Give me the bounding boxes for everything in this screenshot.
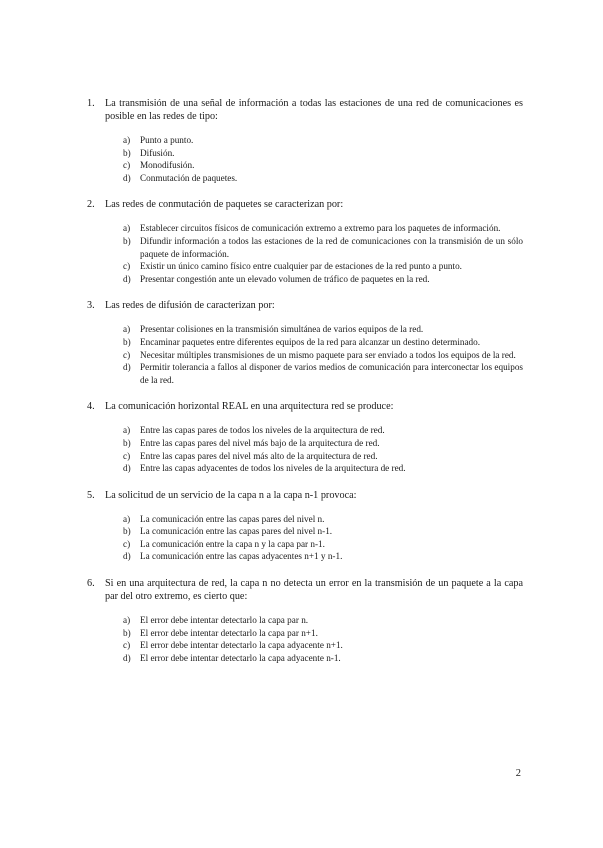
option-label: a) bbox=[123, 324, 131, 335]
option-text: Necesitar múltiples transmisiones de un mismo paquete para ser enviado a todos los equipos de la red. bbox=[140, 349, 516, 360]
option bbox=[123, 462, 523, 475]
option bbox=[123, 639, 523, 652]
option bbox=[123, 336, 523, 349]
question-text: Las redes de difusión de caracterizan por: bbox=[105, 300, 275, 312]
option-label: b) bbox=[123, 437, 131, 448]
option bbox=[123, 614, 523, 627]
question-text: Las redes de conmutación de paquetes se caracterizan por: bbox=[105, 199, 344, 211]
option-label: b) bbox=[123, 147, 131, 158]
option-text: El error debe intentar detectarlo la capa adyacente n+1. bbox=[140, 640, 343, 651]
option bbox=[123, 538, 523, 551]
option-text: Conmutación de paquetes. bbox=[140, 172, 238, 183]
question-text: La solicitud de un servicio de la capa n a la capa n-1 provoca: bbox=[105, 489, 357, 501]
option-text: Difundir información a todos las estaciones de la red de comunicaciones con la transmisión de un sólo paquete de información. bbox=[140, 235, 523, 259]
option-text: Presentar colisiones en la transmisión simultánea de varios equipos de la red. bbox=[140, 324, 424, 335]
option bbox=[123, 550, 523, 563]
option bbox=[123, 627, 523, 640]
option bbox=[123, 159, 523, 172]
option-text: Entre las capas pares del nivel más bajo de la arquitectura de red. bbox=[140, 437, 380, 448]
option-label: c) bbox=[123, 349, 131, 360]
option bbox=[123, 424, 523, 437]
question bbox=[87, 299, 523, 386]
option-list bbox=[105, 134, 523, 184]
option-label: c) bbox=[123, 261, 131, 272]
question-number: 2. bbox=[87, 199, 95, 211]
option-text: Establecer circuitos físicos de comunicación extremo a extremo para los paquetes de información. bbox=[140, 223, 501, 234]
question-text: La transmisión de una señal de información a todas las estaciones de una red de comunicaciones es posible en las redes de tipo: bbox=[105, 98, 523, 122]
option bbox=[123, 450, 523, 463]
option bbox=[123, 513, 523, 526]
option bbox=[123, 525, 523, 538]
question-number: 4. bbox=[87, 401, 95, 413]
option bbox=[123, 134, 523, 147]
option-text: El error debe intentar detectarlo la capa par n+1. bbox=[140, 627, 318, 638]
option-text: Difusión. bbox=[140, 147, 175, 158]
option-label: b) bbox=[123, 336, 131, 347]
option-text: Permitir tolerancia a fallos al disponer de varios medios de comunicación para interconectar los equipos de la red. bbox=[140, 362, 523, 385]
option bbox=[123, 147, 523, 160]
question bbox=[87, 198, 523, 285]
question bbox=[87, 577, 523, 664]
option-label: d) bbox=[123, 362, 131, 373]
option-label: d) bbox=[123, 172, 131, 183]
question-number: 3. bbox=[87, 300, 95, 312]
question bbox=[87, 489, 523, 563]
option bbox=[123, 437, 523, 450]
option bbox=[123, 361, 523, 386]
option-text: Entre las capas pares de todos los niveles de la arquitectura de red. bbox=[140, 425, 385, 436]
option-label: c) bbox=[123, 450, 131, 461]
question-number: 5. bbox=[87, 489, 95, 501]
option bbox=[123, 172, 523, 185]
option-text: La comunicación entre la capa n y la capa par n-1. bbox=[140, 538, 325, 549]
option-text: Encaminar paquetes entre diferentes equipos de la red para alcanzar un destino determinado. bbox=[140, 336, 481, 347]
option-list bbox=[105, 424, 523, 474]
option-list bbox=[105, 513, 523, 563]
option-label: b) bbox=[123, 235, 131, 246]
option-text: El error debe intentar detectarlo la capa adyacente n-1. bbox=[140, 652, 341, 663]
option bbox=[123, 260, 523, 273]
option-list bbox=[105, 222, 523, 285]
option bbox=[123, 273, 523, 286]
option-text: Existir un único camino físico entre cualquier par de estaciones de la red punto a punto. bbox=[140, 261, 462, 272]
option-list bbox=[105, 614, 523, 664]
page-number: 2 bbox=[515, 768, 521, 779]
option-text: Entre las capas adyacentes de todos los niveles de la arquitectura de red. bbox=[140, 463, 406, 474]
option-text: Monodifusión. bbox=[140, 160, 195, 171]
option-label: c) bbox=[123, 160, 131, 171]
option-text: La comunicación entre las capas pares del nivel n-1. bbox=[140, 526, 333, 537]
option-text: El error debe intentar detectarlo la capa par n. bbox=[140, 615, 309, 626]
option-label: b) bbox=[123, 627, 131, 638]
question-text: Si en una arquitectura de red, la capa n no detecta un error en la transmisión de un paquete a la capa par del otro extremo, es cierto que: bbox=[105, 578, 523, 603]
question-number: 1. bbox=[87, 98, 95, 109]
question-text: La comunicación horizontal REAL en una arquitectura red se produce: bbox=[105, 401, 394, 413]
option bbox=[123, 222, 523, 235]
option-label: d) bbox=[123, 551, 131, 562]
option-label: a) bbox=[123, 135, 131, 145]
question bbox=[87, 400, 523, 474]
question-list bbox=[87, 97, 523, 664]
option bbox=[123, 323, 523, 336]
option-label: d) bbox=[123, 273, 131, 284]
option-text: Punto a punto. bbox=[140, 135, 194, 145]
option-label: c) bbox=[123, 640, 131, 651]
option bbox=[123, 652, 523, 665]
option-label: a) bbox=[123, 223, 131, 234]
option-text: La comunicación entre las capas adyacentes n+1 y n-1. bbox=[140, 551, 343, 562]
option-label: c) bbox=[123, 538, 131, 549]
option bbox=[123, 349, 523, 362]
option bbox=[123, 235, 523, 260]
question bbox=[87, 97, 523, 184]
option-text: La comunicación entre las capas pares del nivel n. bbox=[140, 513, 325, 524]
option-label: a) bbox=[123, 513, 131, 524]
option-label: d) bbox=[123, 463, 131, 474]
option-label: a) bbox=[123, 425, 131, 436]
option-text: Presentar congestión ante un elevado volumen de tráfico de paquetes en la red. bbox=[140, 273, 430, 284]
question-number: 6. bbox=[87, 578, 95, 590]
option-text: Entre las capas pares del nivel más alto de la arquitectura de red. bbox=[140, 450, 378, 461]
option-label: d) bbox=[123, 652, 131, 663]
option-label: b) bbox=[123, 526, 131, 537]
option-label: a) bbox=[123, 615, 131, 626]
option-list bbox=[105, 323, 523, 386]
